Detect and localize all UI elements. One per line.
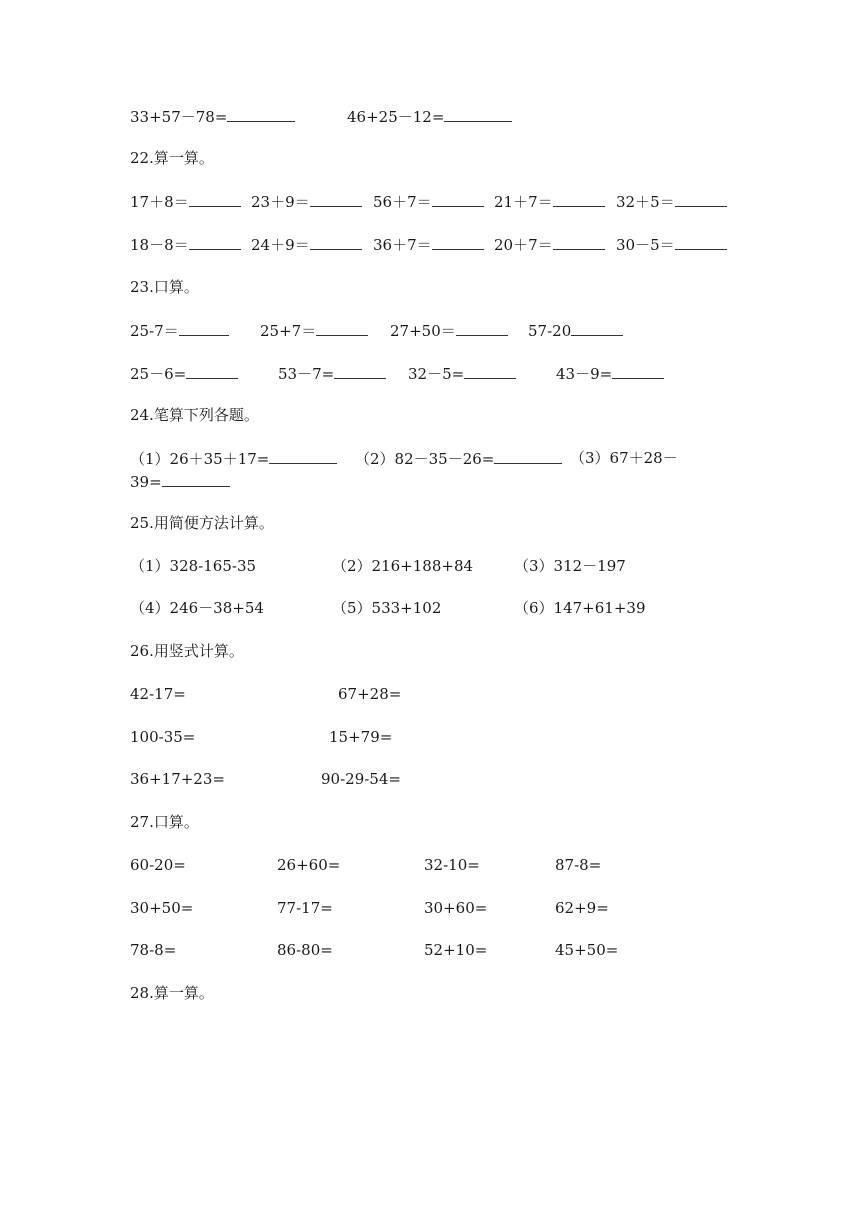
q26-item-3: 100-35= — [130, 728, 196, 746]
q25-item-1: （1）328-165-35 — [130, 557, 257, 575]
q22-r2-c1 — [130, 234, 241, 255]
q22-expr: 21＋7＝ — [494, 193, 553, 211]
q21-item-1 — [130, 106, 295, 127]
q25-item-5: （5）533+102 — [332, 599, 442, 617]
q21-expr-2: 46+25－12= — [347, 108, 445, 126]
q23-r2-c2 — [278, 363, 386, 384]
q23-r1-c3 — [390, 320, 508, 341]
answer-blank[interactable] — [553, 191, 605, 207]
q24-expr: 39= — [130, 473, 162, 491]
q23-r1-c4 — [528, 320, 623, 341]
answer-blank[interactable] — [675, 234, 727, 250]
q23-title: 23.口算。 — [130, 278, 199, 296]
q22-r1-c5 — [616, 191, 727, 212]
q21-expr-1: 33+57－78= — [130, 108, 228, 126]
q22-r2-c4 — [494, 234, 605, 255]
q23-expr: 32－5= — [408, 365, 465, 383]
q21-item-2 — [347, 106, 512, 127]
q27-item-8: 62+9= — [555, 899, 609, 917]
answer-blank[interactable] — [186, 363, 238, 379]
q27-item-10: 86-80= — [277, 941, 333, 959]
q24-expr: （2）82－35－26= — [355, 450, 495, 468]
answer-blank[interactable] — [162, 471, 230, 487]
q27-item-9: 78-8= — [130, 941, 177, 959]
q27-item-3: 32-10= — [424, 856, 480, 874]
q23-expr: 25－6= — [130, 365, 187, 383]
q22-expr: 17＋8＝ — [130, 193, 189, 211]
answer-blank[interactable] — [612, 363, 664, 379]
answer-blank[interactable] — [310, 234, 362, 250]
answer-blank[interactable] — [494, 448, 562, 464]
q27-item-12: 45+50= — [555, 941, 619, 959]
answer-blank[interactable] — [432, 234, 484, 250]
q23-expr: 57-20 — [528, 322, 572, 340]
q22-expr: 30－5＝ — [616, 236, 675, 254]
answer-blank[interactable] — [675, 191, 727, 207]
q23-r1-c2 — [260, 320, 368, 341]
answer-blank[interactable] — [316, 320, 368, 336]
q25-item-4: （4）246－38+54 — [130, 599, 264, 617]
q23-r2-c4 — [556, 363, 664, 384]
q23-r2-c1 — [130, 363, 238, 384]
q23-r2-c3 — [408, 363, 516, 384]
answer-blank[interactable] — [456, 320, 508, 336]
q28-title: 28.算一算。 — [130, 984, 214, 1002]
q22-expr: 23＋9＝ — [251, 193, 310, 211]
q27-title: 27.口算。 — [130, 813, 199, 831]
q22-title: 22.算一算。 — [130, 149, 214, 167]
q27-item-7: 30+60= — [424, 899, 488, 917]
q24-expr: （1）26＋35＋17= — [130, 450, 270, 468]
q24-expr: （3）67＋28－ — [570, 449, 678, 467]
q23-expr: 27+50＝ — [390, 322, 456, 340]
q23-expr: 53－7= — [278, 365, 335, 383]
q24-item-3 — [570, 448, 678, 468]
q22-expr: 24＋9＝ — [251, 236, 310, 254]
q27-item-6: 77-17= — [277, 899, 333, 917]
q26-title: 26.用竖式计算。 — [130, 642, 244, 660]
answer-blank[interactable] — [179, 320, 229, 336]
q24-item-1 — [130, 448, 337, 469]
q22-expr: 56＋7＝ — [373, 193, 432, 211]
q23-expr: 25-7＝ — [130, 322, 179, 340]
q25-item-6: （6）147+61+39 — [514, 599, 646, 617]
q22-r1-c1 — [130, 191, 241, 212]
answer-blank[interactable] — [189, 191, 241, 207]
q26-item-2: 67+28= — [338, 685, 402, 703]
q25-title: 25.用简便方法计算。 — [130, 514, 274, 532]
answer-blank[interactable] — [444, 106, 512, 122]
q26-item-4: 15+79= — [329, 728, 393, 746]
q22-expr: 36＋7＝ — [373, 236, 432, 254]
q27-item-4: 87-8= — [555, 856, 602, 874]
q23-expr: 25+7＝ — [260, 322, 317, 340]
q22-r1-c2 — [251, 191, 362, 212]
q22-expr: 18－8＝ — [130, 236, 189, 254]
q23-r1-c1 — [130, 320, 229, 341]
answer-blank[interactable] — [553, 234, 605, 250]
answer-blank[interactable] — [269, 448, 337, 464]
answer-blank[interactable] — [310, 191, 362, 207]
answer-blank[interactable] — [334, 363, 386, 379]
q22-r2-c2 — [251, 234, 362, 255]
answer-blank[interactable] — [227, 106, 295, 122]
q23-expr: 43－9= — [556, 365, 613, 383]
q22-r1-c3 — [373, 191, 484, 212]
answer-blank[interactable] — [571, 320, 623, 336]
q24-item-3-cont — [130, 471, 230, 492]
q27-item-5: 30+50= — [130, 899, 194, 917]
q26-item-1: 42-17= — [130, 685, 186, 703]
q26-item-6: 90-29-54= — [321, 770, 401, 788]
q25-item-2: （2）216+188+84 — [332, 557, 474, 575]
q22-r2-c3 — [373, 234, 484, 255]
q25-item-3: （3）312－197 — [514, 557, 626, 575]
q26-item-5: 36+17+23= — [130, 770, 225, 788]
q24-item-2 — [355, 448, 562, 469]
q22-r1-c4 — [494, 191, 605, 212]
q27-item-1: 60-20= — [130, 856, 186, 874]
q27-item-2: 26+60= — [277, 856, 341, 874]
q22-expr: 20＋7＝ — [494, 236, 553, 254]
answer-blank[interactable] — [189, 234, 241, 250]
answer-blank[interactable] — [464, 363, 516, 379]
answer-blank[interactable] — [432, 191, 484, 207]
q24-title: 24.笔算下列各题。 — [130, 406, 259, 424]
q22-r2-c5 — [616, 234, 727, 255]
q22-expr: 32＋5＝ — [616, 193, 675, 211]
q27-item-11: 52+10= — [424, 941, 488, 959]
